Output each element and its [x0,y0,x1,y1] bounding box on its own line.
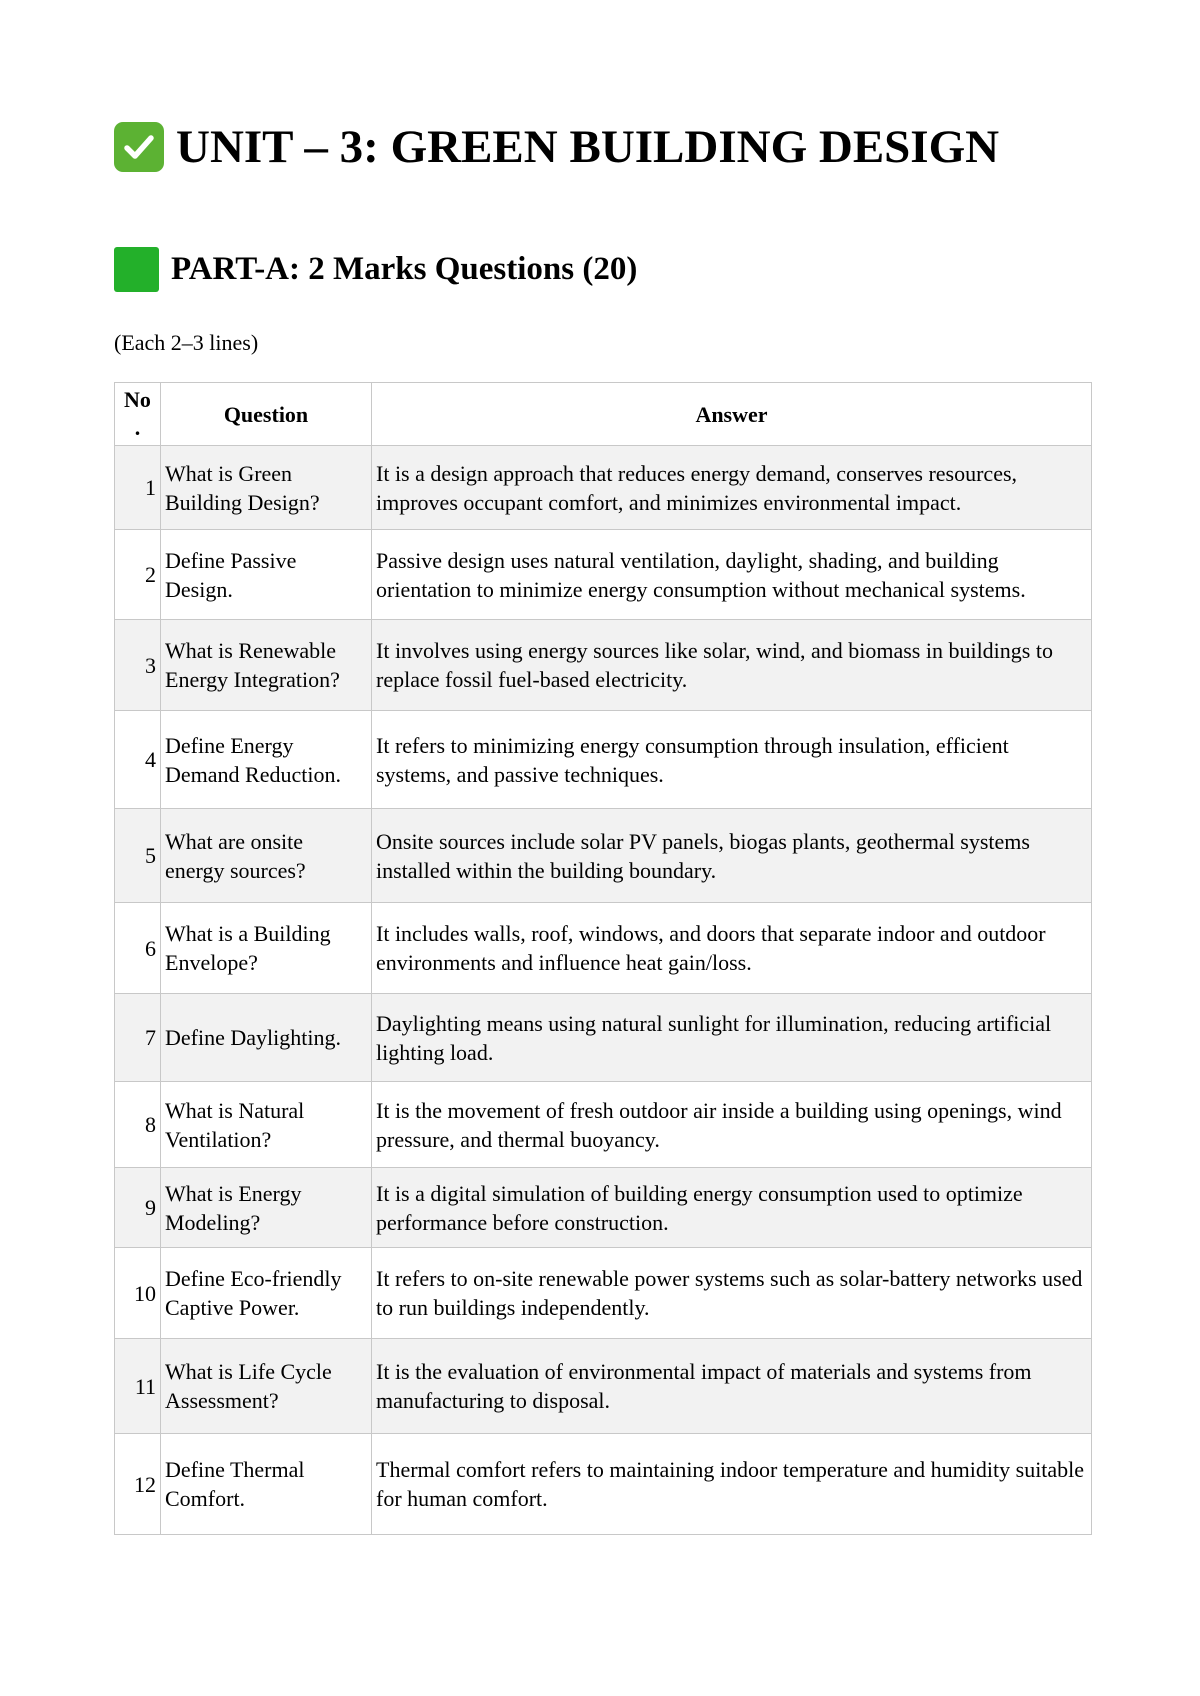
row-question: What is Life Cycle Assessment? [161,1339,372,1434]
row-number: 6 [115,903,161,994]
table-row [115,1168,1092,1248]
table-row [115,903,1092,994]
qa-table [114,382,1092,1535]
row-answer: It is the evaluation of environmental impact of materials and systems from manufacturing to disposal. [372,1339,1092,1434]
row-question: What is a Building Envelope? [161,903,372,994]
table-row [115,1082,1092,1168]
row-question: What is Renewable Energy Integration? [161,620,372,711]
row-answer: Thermal comfort refers to maintaining indoor temperature and humidity suitable for human comfort. [372,1434,1092,1535]
row-answer: It is the movement of fresh outdoor air inside a building using openings, wind pressure, and thermal buoyancy. [372,1082,1092,1168]
table-row [115,809,1092,903]
instruction-note: (Each 2–3 lines) [114,330,259,355]
row-answer: It refers to minimizing energy consumption through insulation, efficient systems, and passive techniques. [372,711,1092,809]
row-number: 11 [115,1339,161,1434]
header-no [115,383,161,446]
row-number: 3 [115,620,161,711]
unit-heading-text: UNIT – 3: GREEN BUILDING DESIGN [176,121,1000,173]
row-question: What is Green Building Design? [161,446,372,530]
header-question: Question [161,383,372,446]
row-question: Define Passive Design. [161,530,372,620]
row-answer: It is a design approach that reduces energy demand, conserves resources, improves occupant comfort, and minimizes environmental impact. [372,446,1092,530]
table-row [115,530,1092,620]
row-number: 12 [115,1434,161,1535]
row-question: Define Energy Demand Reduction. [161,711,372,809]
row-number: 10 [115,1248,161,1339]
table-row [115,1339,1092,1434]
row-question: What are onsite energy sources? [161,809,372,903]
row-number: 9 [115,1168,161,1248]
row-answer: It refers to on-site renewable power systems such as solar-battery networks used to run buildings independently. [372,1248,1092,1339]
table-header-row [115,383,1092,446]
row-number: 7 [115,994,161,1082]
row-answer: It is a digital simulation of building energy consumption used to optimize performance before construction. [372,1168,1092,1248]
unit-heading [114,118,999,176]
table-row [115,1248,1092,1339]
header-answer: Answer [372,383,1092,446]
row-question: Define Thermal Comfort. [161,1434,372,1535]
row-question: What is Energy Modeling? [161,1168,372,1248]
row-answer: Daylighting means using natural sunlight for illumination, reducing artificial lighting load. [372,994,1092,1082]
row-number: 8 [115,1082,161,1168]
table-row [115,994,1092,1082]
table-row [115,1434,1092,1535]
part-heading-text: PART-A: 2 Marks Questions (20) [171,251,638,287]
row-number: 2 [115,530,161,620]
row-question: Define Eco-friendly Captive Power. [161,1248,372,1339]
row-answer: It includes walls, roof, windows, and doors that separate indoor and outdoor environments and influence heat gain/loss. [372,903,1092,994]
header-no-line1: No [124,387,151,412]
header-no-line2: . [134,415,141,440]
green-square-icon [114,247,159,292]
row-answer: Passive design uses natural ventilation, daylight, shading, and building orientation to minimize energy consumption without mechanical systems. [372,530,1092,620]
row-number: 1 [115,446,161,530]
row-question: What is Natural Ventilation? [161,1082,372,1168]
part-heading [114,246,637,292]
check-mark-button-icon [114,122,164,172]
row-number: 5 [115,809,161,903]
row-answer: It involves using energy sources like solar, wind, and biomass in buildings to replace fossil fuel-based electricity. [372,620,1092,711]
table-row [115,620,1092,711]
table-row [115,711,1092,809]
row-answer: Onsite sources include solar PV panels, biogas plants, geothermal systems installed within the building boundary. [372,809,1092,903]
row-question: Define Daylighting. [161,994,372,1082]
row-number: 4 [115,711,161,809]
table-row [115,446,1092,530]
